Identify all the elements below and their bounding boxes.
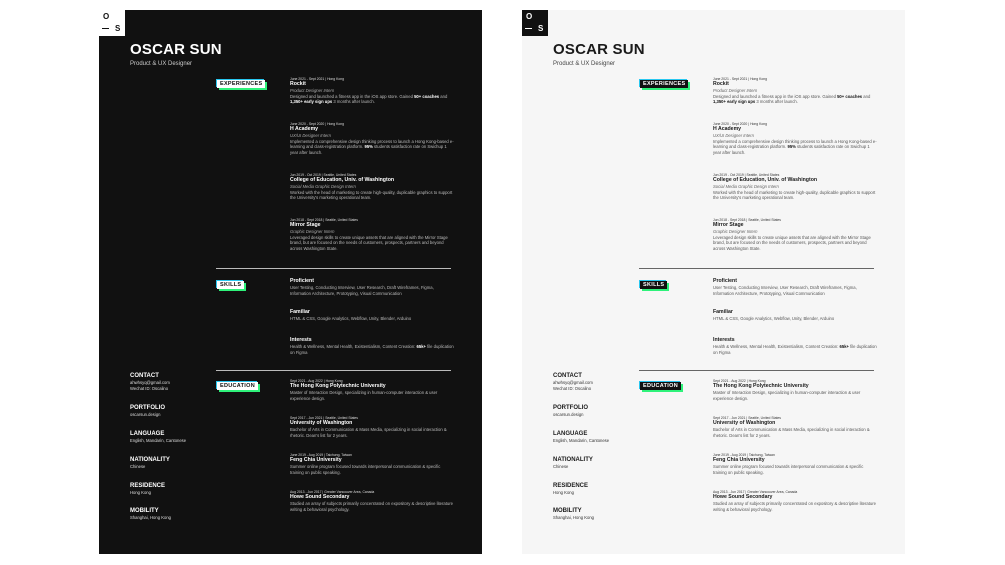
experience-role: Graphic Designer Intern [290, 229, 335, 235]
resume-subtitle: Product & UX Designer [130, 61, 193, 67]
experience-description: Leveraged design skills to create unique assets that are aligned with the Mirror Stage brand, but are focused on the needs of customers, prospects, partners and beyond across Washington State. [290, 234, 448, 251]
contact-block [130, 372, 210, 391]
portfolio-heading: PORTFOLIO [553, 405, 588, 411]
residence-value: Hong Kong [553, 490, 574, 495]
logo-letter-o: O [103, 12, 110, 21]
section-divider [639, 268, 874, 269]
residence-heading: RESIDENCE [553, 483, 589, 489]
experience-role: Social Media Graphic Design Intern [290, 184, 356, 190]
language-heading: LANGUAGE [553, 431, 588, 437]
experience-meta: Jun 2019 - Oct 2019 | Seattle, United States [713, 173, 780, 177]
education-description: Master of Interaction Design, specializing in human-computer interaction & user experience design. [290, 390, 438, 401]
experience-title: Rockit [290, 81, 306, 88]
experience-role: UX/UI Designer Intern [290, 133, 331, 139]
nationality-block [130, 456, 210, 470]
experience-entry [290, 173, 455, 201]
experience-entry [713, 122, 878, 156]
education-title: Feng Chia University [290, 457, 342, 464]
section-divider [216, 268, 451, 269]
education-entry [713, 490, 878, 512]
skills-tag: SKILLS [217, 281, 244, 289]
experience-meta: June 2020 - Sept 2020 | Hong Kong [290, 122, 345, 126]
nationality-block [553, 456, 633, 470]
education-title: University of Washington [290, 420, 353, 427]
language-block [553, 430, 633, 444]
skills-tag: SKILLS [640, 281, 667, 289]
education-description: Bachelor of Arts in Communication & Mass Media, specializing in social interaction & rhetoric. Dean's list for 2 years. [713, 427, 870, 438]
portfolio-link[interactable]: oscarsun.design [130, 412, 161, 417]
experience-meta: June 2020 - Sept 2020 | Hong Kong [713, 122, 768, 126]
education-meta: Sept 2021 - Aug 2022 | Hong Kong [713, 379, 766, 383]
resume-light-version [522, 10, 905, 554]
skill-group [290, 309, 455, 322]
skill-description: User Testing, Conducting Interview, User Research, Draft Wireframes, Figma, Information Architecture, Prototyping, Visual Communication [290, 285, 434, 296]
experience-role: Graphic Designer Intern [713, 229, 758, 235]
experience-role: Social Media Graphic Design Intern [713, 184, 779, 190]
skill-group [290, 278, 455, 296]
skill-title: Familiar [713, 309, 733, 315]
nationality-heading: NATIONALITY [553, 457, 593, 463]
experience-meta: Jun 2018 - Sept 2018 | Seattle, United States [713, 218, 781, 222]
language-block [130, 430, 210, 444]
education-entry [290, 379, 455, 401]
residence-heading: RESIDENCE [130, 483, 166, 489]
experience-role: Product Designer Intern [290, 88, 335, 94]
portfolio-heading: PORTFOLIO [130, 405, 165, 411]
education-title: The Hong Kong Polytechnic University [713, 383, 809, 390]
skill-group [713, 337, 878, 355]
education-description: Bachelor of Arts in Communication & Mass Media, specializing in social interaction & rhetoric. Dean's list for 2 years. [290, 427, 447, 438]
education-title: Howe Sound Secondary [713, 494, 773, 501]
mobility-value: Shanghai, Hong Kong [553, 515, 594, 520]
skill-title: Interests [713, 337, 735, 343]
experience-entry [713, 173, 878, 201]
logo-letter-s: S [538, 24, 544, 33]
experience-title: H Academy [713, 126, 742, 133]
residence-block [130, 482, 210, 496]
experience-title: College of Education, Univ. of Washington [290, 177, 395, 184]
nationality-value: Chinese [130, 464, 146, 469]
education-meta: Aug 2013 - Jun 2017 | Greater Vancouver Area, Canada [713, 490, 798, 494]
skill-group [290, 337, 455, 355]
mobility-block [553, 507, 633, 521]
experience-description: Implemented a comprehensive design thinking process to launch a Hong Kong-based e-learning and class-registration platform. 95% students satisfaction rate on Swichup 1 year after launch. [290, 138, 454, 155]
education-meta: Sept 2017 - Jun 2021 | Seattle, United States [713, 416, 781, 420]
experience-description: Leveraged design skills to create unique assets that are aligned with the Mirror Stage brand, but are focused on the needs of customers, prospects, partners and beyond across Washington State. [713, 234, 871, 251]
residence-value: Hong Kong [130, 490, 151, 495]
resume-subtitle: Product & UX Designer [553, 61, 616, 67]
logo-letter-o: O [526, 12, 533, 21]
experience-title: College of Education, Univ. of Washington [713, 177, 818, 184]
education-title: Howe Sound Secondary [290, 494, 350, 501]
skill-description: User Testing, Conducting Interview, User Research, Draft Wireframes, Figma, Information Architecture, Prototyping, Visual Communication [713, 285, 857, 296]
education-description: Studied an array of subjects primarily concentrated on expository & descriptive literature writing & behavioral psychology. [290, 501, 453, 512]
skill-title: Interests [290, 337, 312, 343]
nationality-value: Chinese [553, 464, 569, 469]
skill-description: Health & Wellness, Mental Health, Existentialism, Content Creation: 65k+ file duplication on Figma [290, 344, 454, 355]
education-title: The Hong Kong Polytechnic University [290, 383, 386, 390]
mobility-heading: MOBILITY [130, 508, 159, 514]
nationality-heading: NATIONALITY [130, 457, 170, 463]
contact-email[interactable]: ahwhsyq@gmail.com [553, 380, 593, 385]
contact-heading: CONTACT [130, 373, 159, 379]
education-title: Feng Chia University [713, 457, 765, 464]
education-description: Studied an array of subjects primarily concentrated on expository & descriptive literature writing & behavioral psychology. [713, 501, 876, 512]
portfolio-block [553, 404, 633, 418]
portfolio-block [130, 404, 210, 418]
education-meta: June 2019 - Aug 2019 | Taichung, Taiwan [290, 453, 352, 457]
skill-title: Proficient [713, 278, 737, 284]
logo-mark [99, 10, 125, 36]
skill-description: HTML & CSS, Google Analytics, Webflow, Unity, Blender, Arduino [713, 316, 835, 321]
skill-title: Familiar [290, 309, 310, 315]
experience-role: Product Designer Intern [713, 88, 758, 94]
education-description: Summer online program focused towards interpersonal communication & specific training on public speaking. [713, 464, 864, 475]
language-value: English, Mandarin, Cantonese [130, 438, 187, 443]
experience-title: Mirror Stage [713, 222, 744, 229]
experience-meta: June 2021 - Sept 2021 | Hong Kong [713, 77, 768, 81]
education-entry [713, 416, 878, 438]
experience-entry [713, 218, 878, 252]
contact-email[interactable]: ahwhsyq@gmail.com [130, 380, 170, 385]
skill-group [713, 309, 878, 322]
logo-mark [522, 10, 548, 36]
experience-entry [713, 77, 878, 105]
education-entry [290, 490, 455, 512]
experience-meta: Jun 2019 - Oct 2019 | Seattle, United States [290, 173, 357, 177]
section-divider [216, 370, 451, 371]
education-tag: EDUCATION [217, 382, 258, 390]
contact-block [553, 372, 633, 391]
experience-entry [290, 77, 455, 105]
experience-description: Implemented a comprehensive design thinking process to launch a Hong Kong-based e-learning and class-registration platform. 95% students satisfaction rate on Swichup 1 year after launch. [713, 138, 877, 155]
contact-wechat: Wechat ID: Oscalino [130, 385, 169, 391]
experience-entry [290, 122, 455, 156]
education-entry [290, 416, 455, 438]
experience-title: H Academy [290, 126, 319, 133]
skill-group [713, 278, 878, 296]
mobility-heading: MOBILITY [553, 508, 582, 514]
education-meta: Sept 2017 - Jun 2021 | Seattle, United States [290, 416, 358, 420]
skill-description: HTML & CSS, Google Analytics, Webflow, Unity, Blender, Arduino [290, 316, 412, 321]
experience-meta: Jun 2018 - Sept 2018 | Seattle, United States [290, 218, 358, 222]
education-entry [713, 379, 878, 401]
experience-meta: June 2021 - Sept 2021 | Hong Kong [290, 77, 345, 81]
experience-title: Mirror Stage [290, 222, 321, 229]
education-tag: EDUCATION [640, 382, 681, 390]
experience-entry [290, 218, 455, 252]
logo-letter-s: S [115, 24, 121, 33]
experience-description: Designed and launched a fitness app in the iOS app store. Gained 50+ coaches and 1,350+ early sign ups 3 months after launch. [713, 93, 871, 105]
education-meta: Aug 2013 - Jun 2017 | Greater Vancouver Area, Canada [290, 490, 375, 494]
experiences-tag: EXPERIENCES [640, 80, 688, 88]
resume-dark-version [99, 10, 482, 554]
resume-name: OSCAR SUN [553, 41, 645, 58]
experience-description: Designed and launched a fitness app in the iOS app store. Gained 50+ coaches and 1,350+ early sign ups 3 months after launch. [290, 93, 448, 105]
language-heading: LANGUAGE [130, 431, 165, 437]
education-description: Master of Interaction Design, specializing in human-computer interaction & user experience design. [713, 390, 861, 401]
education-title: University of Washington [713, 420, 776, 427]
resume-name: OSCAR SUN [130, 41, 222, 58]
logo-bar [102, 28, 109, 29]
language-value: English, Mandarin, Cantonese [553, 438, 610, 443]
portfolio-link[interactable]: oscarsun.design [553, 412, 584, 417]
education-meta: Sept 2021 - Aug 2022 | Hong Kong [290, 379, 343, 383]
residence-block [553, 482, 633, 496]
education-entry [713, 453, 878, 475]
mobility-block [130, 507, 210, 521]
education-entry [290, 453, 455, 475]
skill-description: Health & Wellness, Mental Health, Existentialism, Content Creation: 65k+ file duplication on Figma [713, 344, 877, 355]
education-meta: June 2019 - Aug 2019 | Taichung, Taiwan [713, 453, 775, 457]
logo-bar [525, 28, 532, 29]
section-divider [639, 370, 874, 371]
mobility-value: Shanghai, Hong Kong [130, 515, 171, 520]
experience-role: UX/UI Designer Intern [713, 133, 754, 139]
contact-heading: CONTACT [553, 373, 582, 379]
education-description: Summer online program focused towards interpersonal communication & specific training on public speaking. [290, 464, 441, 475]
experiences-tag: EXPERIENCES [217, 80, 265, 88]
contact-wechat: Wechat ID: Oscalino [553, 385, 592, 391]
skill-title: Proficient [290, 278, 314, 284]
experience-description: Worked with the head of marketing to create high-quality, duplicable graphics to support the University's marketing operational team. [713, 189, 876, 201]
experience-title: Rockit [713, 81, 729, 88]
experience-description: Worked with the head of marketing to create high-quality, duplicable graphics to support the University's marketing operational team. [290, 189, 453, 201]
